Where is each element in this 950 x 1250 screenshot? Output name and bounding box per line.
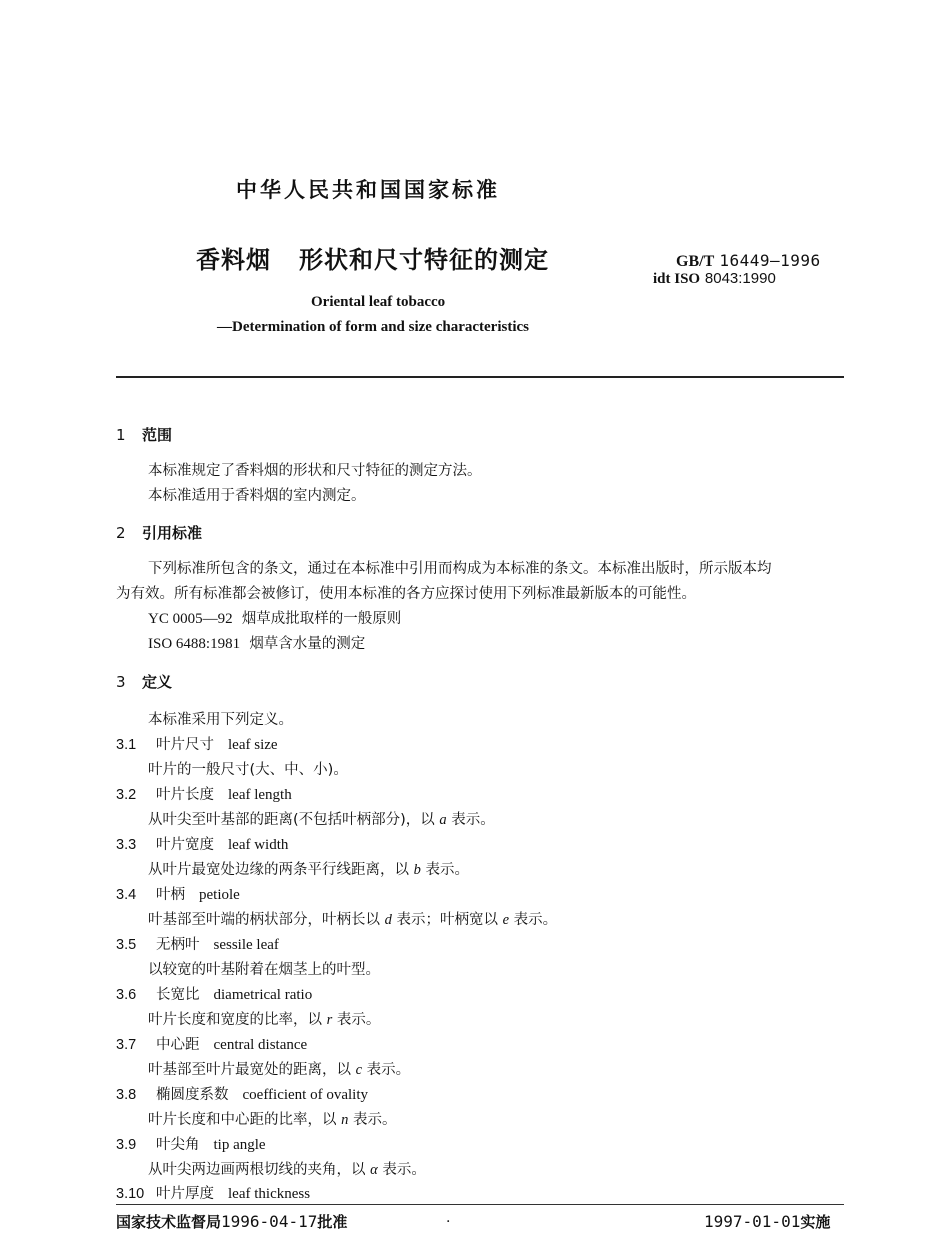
definition-number: 3.10 [116, 1186, 145, 1202]
effective-date: 1997-01-01 [704, 1212, 801, 1231]
reference-title: 烟草含水量的测定 [249, 636, 366, 652]
definition-term: 叶片宽度 [156, 837, 214, 853]
section-3-number: 3 [116, 673, 126, 691]
description-text: 表示。 [336, 1012, 381, 1028]
definition-term: 叶尖角 [156, 1137, 200, 1153]
description-text: 表示。 [352, 1112, 397, 1128]
definition-heading [116, 733, 278, 754]
definition-term-en: leaf width [228, 837, 289, 853]
issue-date: 1996-04-17 [221, 1212, 318, 1231]
definition-heading [116, 883, 240, 904]
definition-heading [116, 1133, 266, 1154]
standard-code-prefix: GB/T [676, 253, 715, 270]
definition-term-en: leaf thickness [228, 1186, 311, 1202]
document-title-cn [196, 240, 549, 275]
definition-term: 叶柄 [156, 887, 185, 903]
reference-code: YC 0005—92 [148, 611, 233, 627]
description-text: 表示。 [425, 862, 469, 878]
section-1-title: 范围 [142, 426, 173, 444]
definition-heading [116, 1033, 307, 1054]
description-text: 叶基部至叶片最宽处的距离，以 [148, 1062, 351, 1078]
footer-dot: · [446, 1214, 451, 1230]
section-1-number: 1 [116, 426, 126, 444]
variable-symbol: n [341, 1112, 349, 1128]
issue-info [116, 1211, 347, 1232]
definition-heading [116, 783, 292, 804]
effective-info [704, 1211, 830, 1232]
definition-description [148, 1108, 396, 1129]
title-part-1: 香料烟 [196, 246, 271, 274]
definition-number: 3.2 [116, 787, 137, 803]
definition-term-en: tip angle [213, 1137, 266, 1153]
definition-term: 叶片长度 [156, 787, 214, 803]
reference-code: ISO 6488:1981 [148, 636, 241, 652]
definition-heading [116, 933, 279, 954]
definition-description [148, 1008, 380, 1029]
definition-number: 3.5 [116, 937, 137, 953]
definition-term-en: leaf size [228, 737, 278, 753]
definition-term: 长宽比 [156, 987, 200, 1003]
description-text: 叶基部至叶端的柄状部分，叶柄长以 [148, 912, 380, 928]
definition-heading [116, 1182, 310, 1203]
definition-term: 中心距 [156, 1037, 200, 1053]
idt-code [653, 269, 776, 288]
definition-number: 3.1 [116, 737, 137, 753]
section-2-paragraph-line-2: 为有效。所有标准都会被修订，使用本标准的各方应探讨使用下列标准最新版本的可能性。 [116, 586, 696, 602]
variable-symbol: b [413, 862, 421, 878]
standard-code [676, 251, 821, 271]
section-1-paragraph-1: 本标准规定了香料烟的形状和尺寸特征的测定方法。 [148, 463, 482, 479]
idt-prefix: idt ISO [653, 271, 701, 287]
definition-description [148, 1058, 410, 1079]
section-2-paragraph-line-1: 下列标准所包含的条文，通过在本标准中引用而构成为本标准的条文。本标准出版时，所示版本均 [148, 561, 772, 577]
footer-rule [116, 1204, 844, 1205]
standard-code-number: 16449—1996 [719, 251, 821, 270]
definition-term: 叶片尺寸 [156, 737, 214, 753]
variable-symbol: e [502, 912, 510, 928]
description-text: 表示。 [366, 1062, 411, 1078]
definition-term-en: coefficient of ovality [242, 1087, 369, 1103]
issuer: 国家技术监督局 [116, 1213, 222, 1231]
definition-number: 3.9 [116, 1137, 137, 1153]
definition-description [148, 808, 495, 829]
definition-heading [116, 833, 288, 854]
effective-label: 实施 [800, 1213, 831, 1231]
description-text: 表示；叶柄宽以 [396, 912, 498, 928]
section-2-title: 引用标准 [142, 524, 203, 542]
definition-number: 3.4 [116, 887, 137, 903]
definition-term-en: petiole [199, 887, 240, 903]
title-en-line-2: —Determination of form and size characteristics [217, 319, 529, 335]
description-text: 表示。 [513, 912, 558, 928]
reference-item [148, 632, 365, 653]
variable-symbol: d [384, 912, 392, 928]
definition-description [148, 858, 469, 879]
section-1-heading [116, 424, 172, 445]
definition-number: 3.8 [116, 1087, 137, 1103]
description-text: 从叶片最宽处边缘的两条平行线距离，以 [148, 862, 409, 878]
definition-description [148, 1158, 426, 1179]
definition-term-en: sessile leaf [213, 937, 279, 953]
section-1-paragraph-2: 本标准适用于香料烟的室内测定。 [148, 488, 366, 504]
definition-number: 3.7 [116, 1037, 137, 1053]
definition-description [148, 908, 557, 929]
section-2-number: 2 [116, 524, 126, 542]
section-3-title: 定义 [142, 673, 173, 691]
description-text: 表示。 [451, 812, 495, 828]
title-part-2: 形状和尺寸特征的测定 [299, 246, 549, 274]
description-text: 从叶尖两边画两根切线的夹角，以 [148, 1162, 366, 1178]
issue-label: 批准 [317, 1213, 348, 1231]
variable-symbol: α [370, 1162, 378, 1178]
section-3-heading [116, 671, 172, 692]
description-text: 叶片长度和中心距的比率，以 [148, 1112, 337, 1128]
section-2-heading [116, 522, 202, 543]
header-rule [116, 376, 844, 378]
definition-description: 以较宽的叶基附着在烟茎上的叶型。 [148, 962, 380, 978]
description-text: 表示。 [382, 1162, 426, 1178]
definition-heading [116, 983, 312, 1004]
definition-description: 叶片的一般尺寸(大、中、小)。 [148, 762, 348, 778]
variable-symbol: a [439, 812, 447, 828]
definition-heading [116, 1083, 368, 1104]
variable-symbol: c [355, 1062, 363, 1078]
definition-term: 叶片厚度 [156, 1186, 214, 1202]
national-standard-header: 中华人民共和国国家标准 [236, 178, 500, 202]
definition-term-en: diametrical ratio [213, 987, 313, 1003]
description-text: 从叶尖至叶基部的距离(不包括叶柄部分)，以 [148, 812, 435, 828]
reference-item [148, 607, 401, 628]
definition-term-en: central distance [213, 1037, 308, 1053]
definition-term-en: leaf length [228, 787, 292, 803]
definition-number: 3.6 [116, 987, 137, 1003]
reference-title: 烟草成批取样的一般原则 [241, 611, 402, 627]
section-3-intro: 本标准采用下列定义。 [148, 712, 293, 728]
idt-number: 8043:1990 [704, 270, 776, 287]
variable-symbol: r [326, 1012, 333, 1028]
definition-term: 椭圆度系数 [156, 1087, 229, 1103]
description-text: 叶片长度和宽度的比率，以 [148, 1012, 322, 1028]
definition-term: 无柄叶 [156, 937, 200, 953]
definition-number: 3.3 [116, 837, 137, 853]
title-en-line-1: Oriental leaf tobacco [311, 294, 446, 310]
